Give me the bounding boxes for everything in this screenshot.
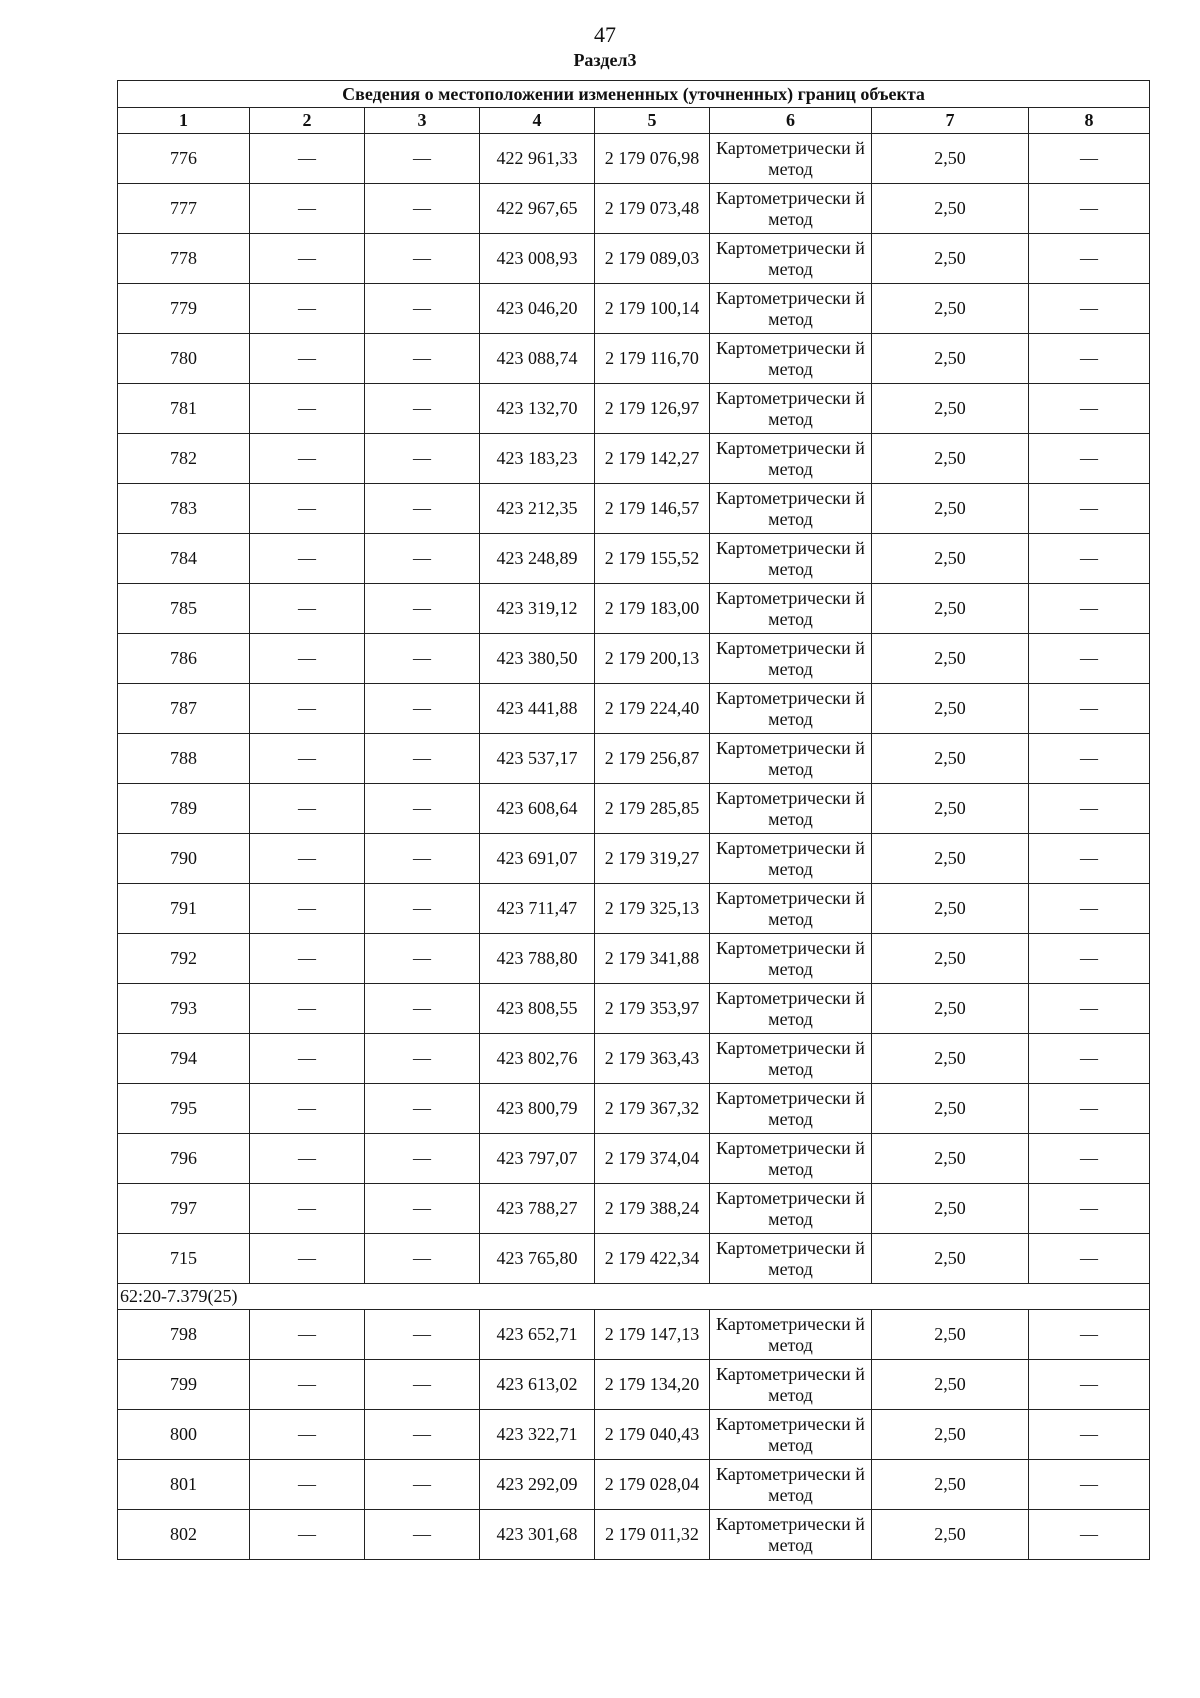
table-cell: Картометрически й метод <box>710 834 872 884</box>
column-header: 4 <box>480 108 595 134</box>
table-cell: — <box>1029 184 1150 234</box>
table-cell: — <box>365 1360 480 1410</box>
table-cell: — <box>1029 1134 1150 1184</box>
table-cell: 2,50 <box>872 1460 1029 1510</box>
table-cell: — <box>1029 134 1150 184</box>
table-cell: 794 <box>118 1034 250 1084</box>
table-cell: Картометрически й метод <box>710 484 872 534</box>
table-cell: 2 179 100,14 <box>595 284 710 334</box>
table-cell: 2,50 <box>872 284 1029 334</box>
table-cell: 422 961,33 <box>480 134 595 184</box>
table-cell: — <box>365 1460 480 1510</box>
table-row <box>118 1184 1150 1234</box>
table-cell: — <box>365 334 480 384</box>
table-cell: 2,50 <box>872 1034 1029 1084</box>
table-cell: — <box>365 1034 480 1084</box>
table-cell: 785 <box>118 584 250 634</box>
boundary-coordinates-table <box>117 80 1150 1560</box>
column-header: 7 <box>872 108 1029 134</box>
table-row <box>118 1084 1150 1134</box>
column-header: 1 <box>118 108 250 134</box>
table-cell: — <box>250 1084 365 1134</box>
table-cell: 423 248,89 <box>480 534 595 584</box>
table-cell: 2,50 <box>872 1510 1029 1560</box>
table-row <box>118 334 1150 384</box>
table-cell: 800 <box>118 1410 250 1460</box>
table-cell: — <box>250 1184 365 1234</box>
table-cell: — <box>1029 1510 1150 1560</box>
table-row <box>118 284 1150 334</box>
table-cell: — <box>250 984 365 1034</box>
table-cell: — <box>250 484 365 534</box>
table-cell: 2 179 028,04 <box>595 1460 710 1510</box>
table-cell: 2,50 <box>872 434 1029 484</box>
table-cell: 423 691,07 <box>480 834 595 884</box>
table-cell: — <box>365 734 480 784</box>
table-cell: 2 179 183,00 <box>595 584 710 634</box>
table-cell: Картометрически й метод <box>710 234 872 284</box>
table-cell: 776 <box>118 134 250 184</box>
table-row <box>118 884 1150 934</box>
table-cell: — <box>250 1034 365 1084</box>
table-cell: — <box>250 584 365 634</box>
table-cell: Картометрически й метод <box>710 434 872 484</box>
table-cell: — <box>1029 684 1150 734</box>
table-cell: 2,50 <box>872 384 1029 434</box>
table-cell: 783 <box>118 484 250 534</box>
table-row <box>118 584 1150 634</box>
table-cell: — <box>250 1410 365 1460</box>
table-cell: 2 179 388,24 <box>595 1184 710 1234</box>
table-cell: — <box>1029 884 1150 934</box>
table-cell: 423 765,80 <box>480 1234 595 1284</box>
table-cell: 2 179 134,20 <box>595 1360 710 1410</box>
table-cell: 2 179 146,57 <box>595 484 710 534</box>
table-cell: — <box>1029 234 1150 284</box>
table-row <box>118 484 1150 534</box>
table-cell: 423 132,70 <box>480 384 595 434</box>
table-cell: 2 179 374,04 <box>595 1134 710 1184</box>
page-number: 47 <box>594 22 616 47</box>
table-cell: — <box>1029 1410 1150 1460</box>
column-header: 6 <box>710 108 872 134</box>
table-cell: 2 179 155,52 <box>595 534 710 584</box>
table-cell: 793 <box>118 984 250 1034</box>
table-cell: Картометрически й метод <box>710 584 872 634</box>
table-cell: 2,50 <box>872 834 1029 884</box>
table-cell: 423 797,07 <box>480 1134 595 1184</box>
table-cell: 2,50 <box>872 334 1029 384</box>
table-cell: 423 788,80 <box>480 934 595 984</box>
table-cell: 2 179 011,32 <box>595 1510 710 1560</box>
table-cell: 790 <box>118 834 250 884</box>
table-cell: 791 <box>118 884 250 934</box>
table-cell: Картометрически й метод <box>710 634 872 684</box>
table-cell: 2,50 <box>872 734 1029 784</box>
table-row <box>118 684 1150 734</box>
table-cell: 2 179 147,13 <box>595 1310 710 1360</box>
table-cell: — <box>250 884 365 934</box>
table-cell: — <box>365 684 480 734</box>
table-row <box>118 1034 1150 1084</box>
table-cell: — <box>365 934 480 984</box>
table-cell: — <box>1029 284 1150 334</box>
table-cell: 801 <box>118 1460 250 1510</box>
table-cell: Картометрически й метод <box>710 1184 872 1234</box>
table-cell: — <box>250 834 365 884</box>
table-cell: 2 179 126,97 <box>595 384 710 434</box>
table-cell: 2 179 200,13 <box>595 634 710 684</box>
table-cell: Картометрически й метод <box>710 1460 872 1510</box>
table-row <box>118 1134 1150 1184</box>
table-cell: 423 088,74 <box>480 334 595 384</box>
table-cell: — <box>250 934 365 984</box>
table-cell: 2,50 <box>872 934 1029 984</box>
table-cell: 423 441,88 <box>480 684 595 734</box>
table-cell: — <box>250 734 365 784</box>
table-cell: — <box>1029 1310 1150 1360</box>
table-cell: 423 537,17 <box>480 734 595 784</box>
table-cell: Картометрически й метод <box>710 1134 872 1184</box>
table-cell: 786 <box>118 634 250 684</box>
table-cell: 795 <box>118 1084 250 1134</box>
table-row <box>118 1410 1150 1460</box>
table-cell: — <box>365 1084 480 1134</box>
table-cell: 423 800,79 <box>480 1084 595 1134</box>
table-cell: — <box>1029 1034 1150 1084</box>
table-cell: 2 179 367,32 <box>595 1084 710 1134</box>
table-cell: Картометрически й метод <box>710 934 872 984</box>
table-cell: 423 802,76 <box>480 1034 595 1084</box>
table-cell: — <box>1029 1234 1150 1284</box>
column-header: 8 <box>1029 108 1150 134</box>
table-row <box>118 834 1150 884</box>
table-row <box>118 984 1150 1034</box>
table-cell: Картометрически й метод <box>710 1360 872 1410</box>
table-cell: — <box>1029 934 1150 984</box>
table-cell: Картометрически й метод <box>710 734 872 784</box>
table-cell: — <box>365 984 480 1034</box>
table-cell: — <box>1029 484 1150 534</box>
table-cell: — <box>365 1134 480 1184</box>
table-cell: — <box>250 1310 365 1360</box>
table-cell: Картометрически й метод <box>710 534 872 584</box>
table-row <box>118 184 1150 234</box>
table-row <box>118 1510 1150 1560</box>
table-cell: — <box>365 1310 480 1360</box>
table-cell: — <box>1029 734 1150 784</box>
table-cell: — <box>250 134 365 184</box>
table-cell: — <box>365 184 480 234</box>
table-cell: 777 <box>118 184 250 234</box>
table-cell: — <box>250 684 365 734</box>
table-cell: 2,50 <box>872 984 1029 1034</box>
table-row <box>118 1234 1150 1284</box>
table-cell: 423 319,12 <box>480 584 595 634</box>
table-cell: 2 179 285,85 <box>595 784 710 834</box>
table-cell: — <box>1029 1084 1150 1134</box>
table-cell: 2,50 <box>872 534 1029 584</box>
table-cell: 2,50 <box>872 1410 1029 1460</box>
table-cell: — <box>1029 984 1150 1034</box>
table-cell: 423 788,27 <box>480 1184 595 1234</box>
table-cell: Картометрически й метод <box>710 134 872 184</box>
table-cell: — <box>250 784 365 834</box>
table-row <box>118 134 1150 184</box>
table-cell: 2 179 353,97 <box>595 984 710 1034</box>
table-cell: 778 <box>118 234 250 284</box>
table-cell: 715 <box>118 1234 250 1284</box>
table-cell: — <box>250 1134 365 1184</box>
table-cell: Картометрически й метод <box>710 1510 872 1560</box>
table-cell: 2,50 <box>872 1310 1029 1360</box>
table-cell: 423 711,47 <box>480 884 595 934</box>
table-cell: Картометрически й метод <box>710 384 872 434</box>
column-header: 5 <box>595 108 710 134</box>
table-cell: — <box>365 434 480 484</box>
table-cell: 422 967,65 <box>480 184 595 234</box>
table-cell: 2 179 116,70 <box>595 334 710 384</box>
table-cell: 798 <box>118 1310 250 1360</box>
table-cell: — <box>1029 534 1150 584</box>
table-cell: — <box>1029 334 1150 384</box>
table-cell: — <box>365 384 480 434</box>
table-cell: 2,50 <box>872 1234 1029 1284</box>
table-cell: — <box>365 884 480 934</box>
table-cell: 2,50 <box>872 1084 1029 1134</box>
table-cell: — <box>365 1234 480 1284</box>
table-cell: — <box>250 1360 365 1410</box>
table-cell: Картометрически й метод <box>710 284 872 334</box>
table-cell: Картометрически й метод <box>710 184 872 234</box>
table-cell: 423 608,64 <box>480 784 595 834</box>
table-cell: 2,50 <box>872 634 1029 684</box>
table-cell: — <box>250 284 365 334</box>
table-cell: 2 179 341,88 <box>595 934 710 984</box>
table-cell: — <box>1029 1460 1150 1510</box>
table-cell: 423 008,93 <box>480 234 595 284</box>
table-cell: — <box>365 1510 480 1560</box>
table-cell: Картометрически й метод <box>710 1234 872 1284</box>
table-cell: — <box>250 184 365 234</box>
table-cell: 782 <box>118 434 250 484</box>
table-cell: Картометрически й метод <box>710 334 872 384</box>
table-cell: — <box>250 234 365 284</box>
table-cell: 781 <box>118 384 250 434</box>
table-cell: 423 808,55 <box>480 984 595 1034</box>
table-row <box>118 634 1150 684</box>
table-cell: — <box>1029 384 1150 434</box>
table-cell: 423 183,23 <box>480 434 595 484</box>
table-cell: — <box>365 234 480 284</box>
section-title: Раздел3 <box>573 50 637 70</box>
table-cell: 2,50 <box>872 1134 1029 1184</box>
table-cell: Картометрически й метод <box>710 1310 872 1360</box>
table-cell: — <box>250 434 365 484</box>
table-cell: 2,50 <box>872 484 1029 534</box>
table-cell: — <box>1029 1360 1150 1410</box>
table-cell: 2,50 <box>872 134 1029 184</box>
table-row <box>118 234 1150 284</box>
table-cell: 423 292,09 <box>480 1460 595 1510</box>
table-cell: — <box>365 584 480 634</box>
table-body <box>118 134 1150 1560</box>
table-cell: 2,50 <box>872 1184 1029 1234</box>
table-cell: 784 <box>118 534 250 584</box>
table-cell: — <box>365 634 480 684</box>
table-cell: Картометрически й метод <box>710 684 872 734</box>
table-cell: 2 179 224,40 <box>595 684 710 734</box>
table-title: Сведения о местоположении измененных (уточненных) границ объекта <box>118 81 1150 108</box>
table-cell: 423 301,68 <box>480 1510 595 1560</box>
table-cell: — <box>250 384 365 434</box>
table-cell: Картометрически й метод <box>710 1410 872 1460</box>
table-cell: 797 <box>118 1184 250 1234</box>
table-cell: Картометрически й метод <box>710 1084 872 1134</box>
table-cell: 792 <box>118 934 250 984</box>
table-cell: 799 <box>118 1360 250 1410</box>
table-cell: — <box>250 334 365 384</box>
table-cell: 788 <box>118 734 250 784</box>
table-row <box>118 784 1150 834</box>
table-cell: 423 322,71 <box>480 1410 595 1460</box>
table-cell: Картометрически й метод <box>710 1034 872 1084</box>
table-row <box>118 534 1150 584</box>
table-cell: 779 <box>118 284 250 334</box>
table-cell: 796 <box>118 1134 250 1184</box>
table-cell: 780 <box>118 334 250 384</box>
table-cell: 2 179 422,34 <box>595 1234 710 1284</box>
table-cell: 2 179 256,87 <box>595 734 710 784</box>
table-row <box>118 934 1150 984</box>
table-cell: 2 179 073,48 <box>595 184 710 234</box>
table-cell: 2,50 <box>872 234 1029 284</box>
table-cell: — <box>365 834 480 884</box>
table-row <box>118 1310 1150 1360</box>
table-cell: — <box>365 134 480 184</box>
table-cell: — <box>365 784 480 834</box>
table-cell: 423 613,02 <box>480 1360 595 1410</box>
table-row <box>118 434 1150 484</box>
table-cell: 2,50 <box>872 1360 1029 1410</box>
table-cell: 2 179 076,98 <box>595 134 710 184</box>
table-cell: 2 179 142,27 <box>595 434 710 484</box>
table-cell: — <box>1029 584 1150 634</box>
table-cell: — <box>365 534 480 584</box>
table-cell: 2 179 040,43 <box>595 1410 710 1460</box>
table-cell: 423 380,50 <box>480 634 595 684</box>
table-cell: 2,50 <box>872 784 1029 834</box>
column-header: 2 <box>250 108 365 134</box>
table-cell: 2,50 <box>872 884 1029 934</box>
table-cell: Картометрически й метод <box>710 884 872 934</box>
table-cell: — <box>365 284 480 334</box>
table-cell: 423 046,20 <box>480 284 595 334</box>
table-cell: — <box>1029 1184 1150 1234</box>
table-cell: — <box>365 1410 480 1460</box>
table-cell: — <box>250 634 365 684</box>
group-label-row <box>118 1284 1150 1310</box>
table-cell: — <box>250 534 365 584</box>
table-cell: 2 179 325,13 <box>595 884 710 934</box>
table-cell: Картометрически й метод <box>710 984 872 1034</box>
table-cell: 787 <box>118 684 250 734</box>
table-cell: — <box>250 1234 365 1284</box>
table-cell: 2,50 <box>872 584 1029 634</box>
table-row <box>118 384 1150 434</box>
table-cell: — <box>1029 434 1150 484</box>
table-cell: 2 179 319,27 <box>595 834 710 884</box>
table-cell: 423 652,71 <box>480 1310 595 1360</box>
table-cell: — <box>250 1510 365 1560</box>
table-cell: — <box>250 1460 365 1510</box>
table-cell: 802 <box>118 1510 250 1560</box>
table-cell: 2,50 <box>872 684 1029 734</box>
column-header: 3 <box>365 108 480 134</box>
table-cell: 423 212,35 <box>480 484 595 534</box>
table-cell: — <box>1029 784 1150 834</box>
table-row <box>118 1360 1150 1410</box>
table-row <box>118 1460 1150 1510</box>
table-cell: 2 179 089,03 <box>595 234 710 284</box>
table-cell: 2 179 363,43 <box>595 1034 710 1084</box>
group-label: 62:20-7.379(25) <box>118 1284 1150 1310</box>
table-cell: — <box>365 1184 480 1234</box>
table-row <box>118 734 1150 784</box>
table-cell: 2,50 <box>872 184 1029 234</box>
table-cell: — <box>365 484 480 534</box>
table-cell: 789 <box>118 784 250 834</box>
table-cell: Картометрически й метод <box>710 784 872 834</box>
table-cell: — <box>1029 634 1150 684</box>
table-cell: — <box>1029 834 1150 884</box>
